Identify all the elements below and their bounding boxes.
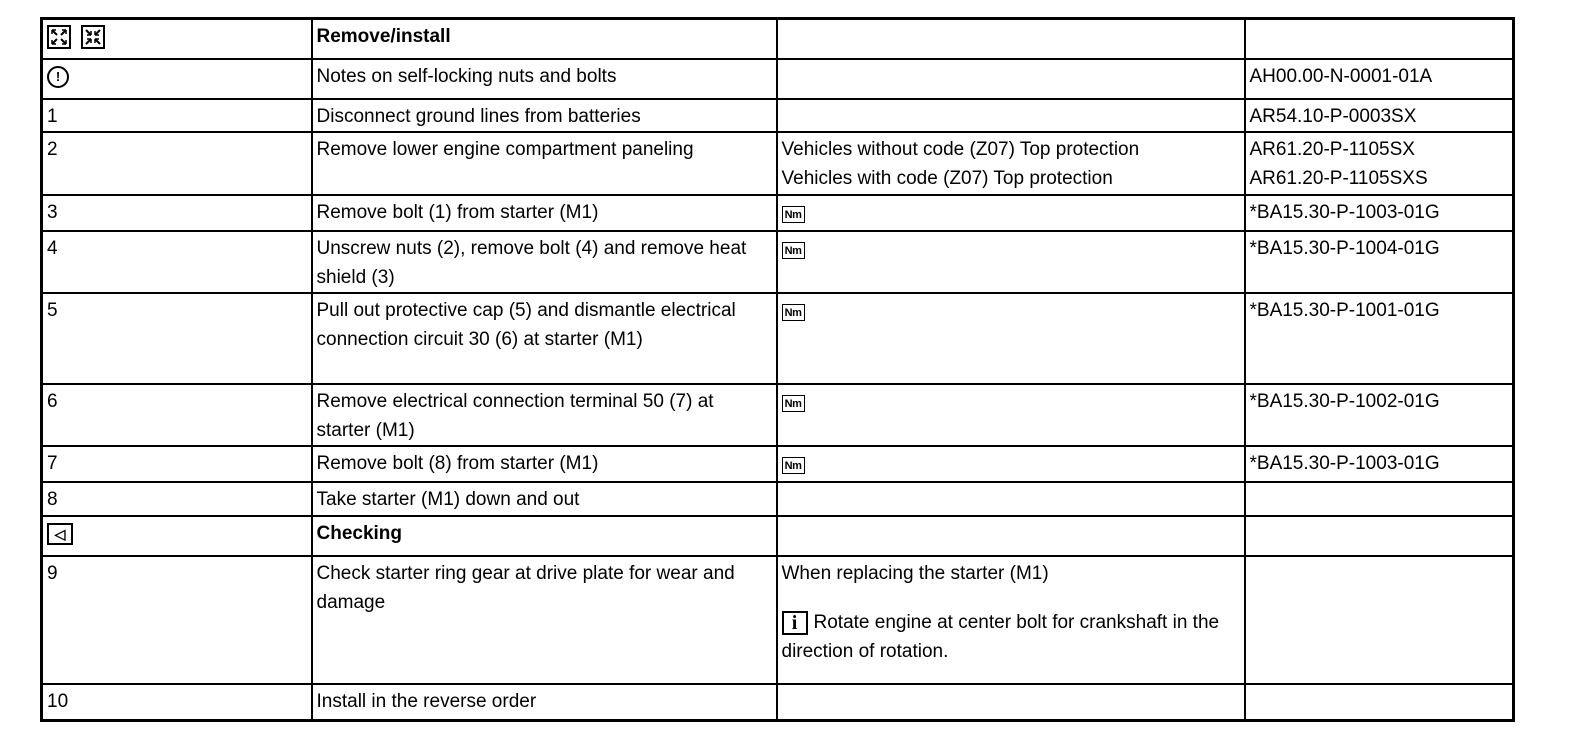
step-text: Unscrew nuts (2), remove bolt (4) and remove heat shield (3) xyxy=(312,231,777,293)
reference-link[interactable]: AR61.20-P-1105SXS xyxy=(1249,167,1428,189)
install-icon xyxy=(81,25,105,49)
torque-icon[interactable]: Nm xyxy=(782,304,805,321)
table-row xyxy=(42,99,1514,132)
step-number: 1 xyxy=(42,99,312,132)
step-text: Remove lower engine compartment paneling xyxy=(312,132,777,195)
info-text: Rotate engine at center bolt for crankshaft in the direction of rotation. xyxy=(781,612,1220,663)
procedure-table xyxy=(40,17,1515,722)
table-row xyxy=(42,231,1514,293)
section-title: Remove/install xyxy=(312,19,777,59)
header-icons-cell xyxy=(42,19,312,59)
step-text: Take starter (M1) down and out xyxy=(312,482,777,516)
step-text: Remove bolt (1) from starter (M1) xyxy=(312,195,777,231)
torque-icon[interactable]: Nm xyxy=(782,206,805,223)
reference-link[interactable]: *BA15.30-P-1003-01G xyxy=(1245,195,1514,231)
step-number: 3 xyxy=(42,195,312,231)
step-text: Check starter ring gear at drive plate for wear and damage xyxy=(312,556,777,684)
reference-link[interactable]: *BA15.30-P-1004-01G xyxy=(1245,231,1514,293)
reference-link[interactable]: AR54.10-P-0003SX xyxy=(1245,99,1514,132)
table-row xyxy=(42,446,1514,482)
table-row xyxy=(42,195,1514,231)
torque-icon[interactable]: Nm xyxy=(782,242,805,259)
step-number: 5 xyxy=(42,293,312,384)
remove-icon xyxy=(47,25,71,49)
table-row xyxy=(42,293,1514,384)
table-row xyxy=(42,482,1514,516)
checking-icon: ◁ xyxy=(47,523,73,545)
table-row xyxy=(42,684,1514,720)
step-number: 7 xyxy=(42,446,312,482)
torque-icon[interactable]: Nm xyxy=(782,457,805,474)
info-icon: i xyxy=(782,611,808,635)
reference-link[interactable]: AH00.00-N-0001-01A xyxy=(1245,59,1514,99)
table-row xyxy=(42,516,1514,556)
info-note xyxy=(782,608,1240,666)
step-number: 6 xyxy=(42,384,312,446)
table-row xyxy=(42,59,1514,99)
step-number: 2 xyxy=(42,132,312,195)
condition-text: When replacing the starter (M1) xyxy=(781,563,1049,585)
notes-icon: ! xyxy=(47,66,69,88)
step-number: 4 xyxy=(42,231,312,293)
step-text: Remove bolt (8) from starter (M1) xyxy=(312,446,777,482)
reference-link[interactable]: *BA15.30-P-1002-01G xyxy=(1245,384,1514,446)
step-number: 8 xyxy=(42,482,312,516)
step-number: 9 xyxy=(42,556,312,684)
table-row xyxy=(42,556,1514,684)
table-row xyxy=(42,132,1514,195)
table-row xyxy=(42,19,1514,59)
reference-link[interactable]: AR61.20-P-1105SX xyxy=(1249,138,1415,160)
step-text: Install in the reverse order xyxy=(312,684,777,720)
step-text: Remove electrical connection terminal 50 (7) at starter (M1) xyxy=(312,384,777,446)
table-row xyxy=(42,384,1514,446)
step-number: 10 xyxy=(42,684,312,720)
reference-link[interactable]: *BA15.30-P-1003-01G xyxy=(1245,446,1514,482)
step-text: Disconnect ground lines from batteries xyxy=(312,99,777,132)
torque-icon[interactable]: Nm xyxy=(782,395,805,412)
notes-text: Notes on self-locking nuts and bolts xyxy=(312,59,777,99)
reference-link[interactable]: *BA15.30-P-1001-01G xyxy=(1245,293,1514,384)
vehicle-condition: Vehicles with code (Z07) Top protection xyxy=(781,167,1113,189)
vehicle-condition: Vehicles without code (Z07) Top protection xyxy=(781,138,1140,160)
step-text: Pull out protective cap (5) and dismantle electrical connection circuit 30 (6) at starter (M1) xyxy=(312,293,777,384)
section-title: Checking xyxy=(312,516,777,556)
